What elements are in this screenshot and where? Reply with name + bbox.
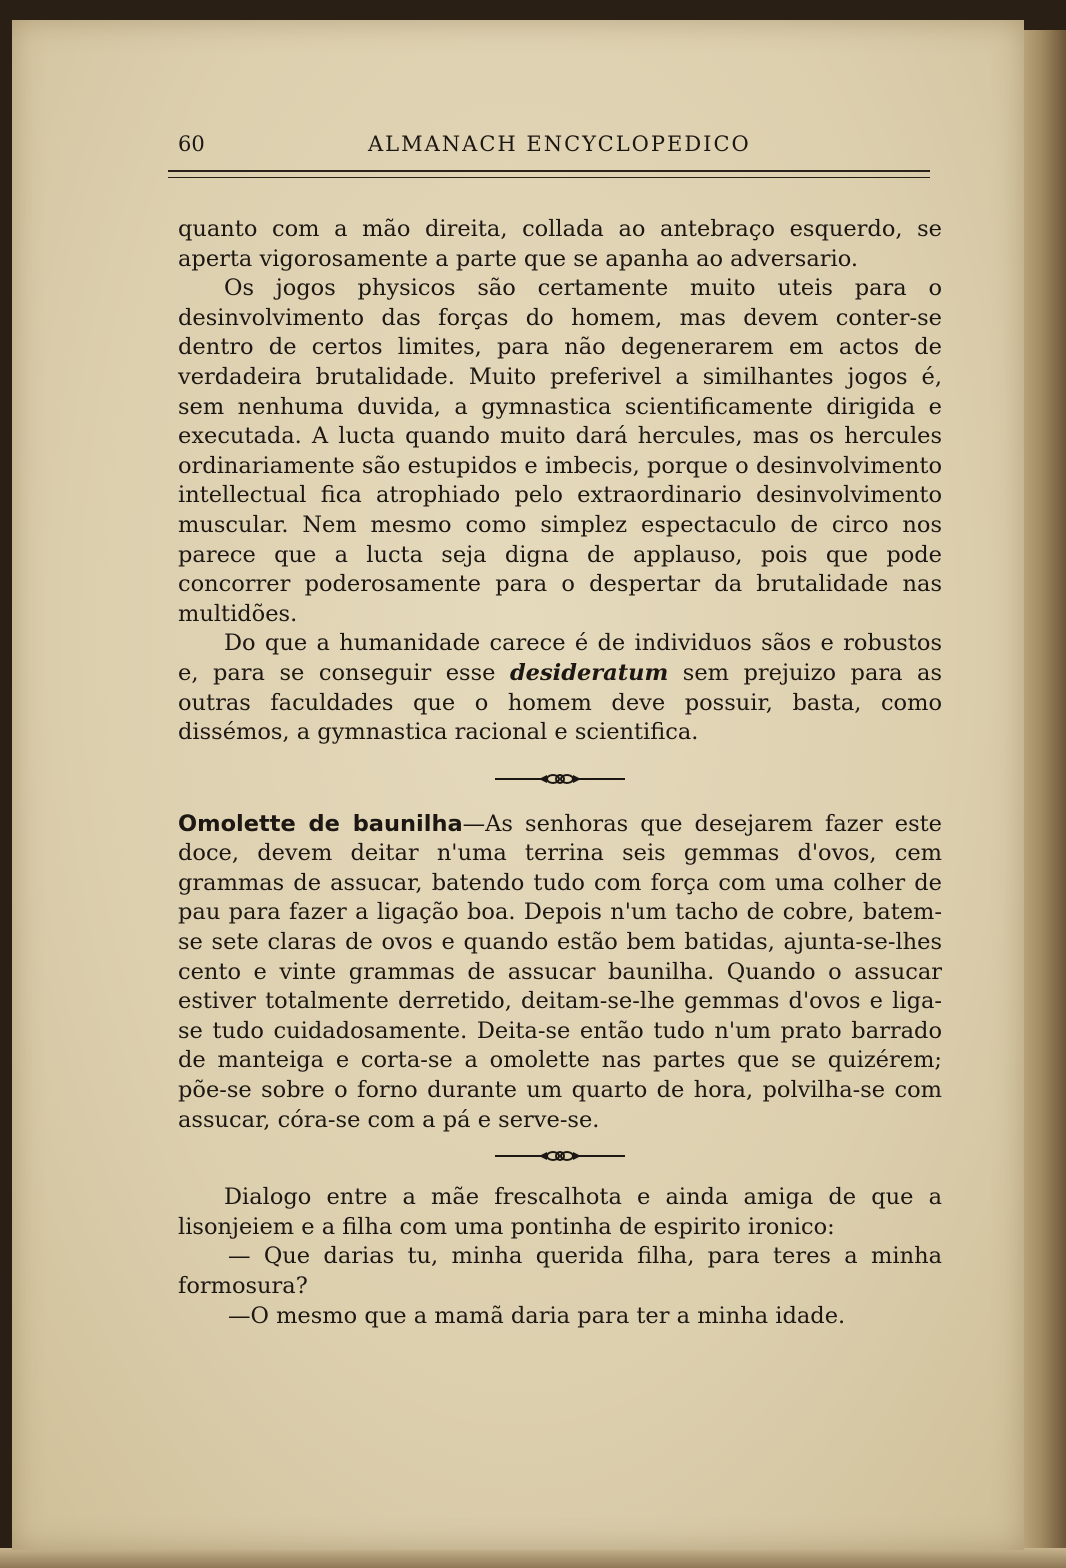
dialogue-intro: Dialogo entre a mãe frescalhota e ainda amiga de que a lisonjeiem e a filha com uma pontinha de espirito ironico:	[178, 1184, 942, 1240]
paragraph-games: Os jogos physicos são certamente muito uteis para o desinvolvimento das forças do homem, mas devem conter-se dentro de certos limites, para não degenerarem em actos de verdadeira brutalidade. Muito preferivel a similhantes jogos é, sem nenhuma duvida, a gymnastica scientificamente dirigida e executada. A lucta quando muito dará hercules, mas os hercules ordinariamente são estupidos e imbecis, porque o desinvolvimento intellectual fica atrophiado pelo extraordinario desinvolvimento muscular. Nem mesmo como simplez espectaculo de circo nos parece que a lucta seja digna de applauso, pois que pode concorrer poderosamente para o despertar da brutalidade nas multidões.	[178, 275, 942, 627]
recipe-paragraph	[178, 810, 942, 1136]
dialogue-line-daughter: —O mesmo que a mamã daria para ter a minha idade.	[228, 1302, 846, 1329]
section-ornament-1	[178, 748, 942, 806]
paragraph-continuation: quanto com a mão direita, collada ao antebraço esquerdo, se aperta vigorosamente a parte que se apanha ao adversario.	[178, 216, 942, 272]
dialogue-line-mother: — Que darias tu, minha querida filha, para teres a minha formosura?	[178, 1243, 942, 1299]
header-rule	[168, 170, 930, 178]
page-number: 60	[178, 132, 205, 156]
section-ornament-2	[178, 1135, 942, 1177]
desideratum-emphasis: desideratum	[509, 659, 669, 686]
ornament-divider-icon	[495, 748, 625, 806]
page-content	[178, 128, 943, 1329]
page-edge-right	[1024, 30, 1066, 1568]
recipe-text: —As senhoras que desejarem fazer este doce, devem deitar n'uma terrina seis gemmas d'ovos, cem grammas de assucar, batendo tudo com força com uma colher de pau para fazer a ligação boa. Depois n'um tacho de cobre, batem-se sete claras de ovos e quando estão bem batidas, ajunta-se-lhes cento e vinte grammas de assucar baunilha. Quando o assucar estiver totalmente derretido, deitam-se-lhe gemmas d'ovos e liga-se tudo cuidadosamente. Deita-se então tudo n'um prato barrado de manteiga e corta-se a omolette nas partes que se quizérem; põe-se sobre o forno durante um quarto de hora, polvilha-se com assucar, córa-se com a pá e serve-se.	[178, 810, 943, 1133]
ornament-divider-icon	[495, 1135, 625, 1177]
paragraph-humanity	[178, 629, 942, 747]
recipe-title: Omolette de baunilha	[178, 810, 463, 837]
paragraph-humanity-start: Do que a humanidade carece é de individuos sãos e robustos e, para se conseguir esse	[178, 630, 942, 686]
body-text	[178, 215, 942, 1331]
paragraph-humanity-end: sem prejuizo para as outras faculdades que o homem deve possuir, basta, como dissémos, a gymnastica racional e scientifica.	[178, 659, 942, 746]
page-header	[178, 128, 942, 164]
page-edge-bottom	[0, 1548, 1066, 1568]
running-title: ALMANACH ENCYCLOPEDICO	[368, 132, 751, 156]
